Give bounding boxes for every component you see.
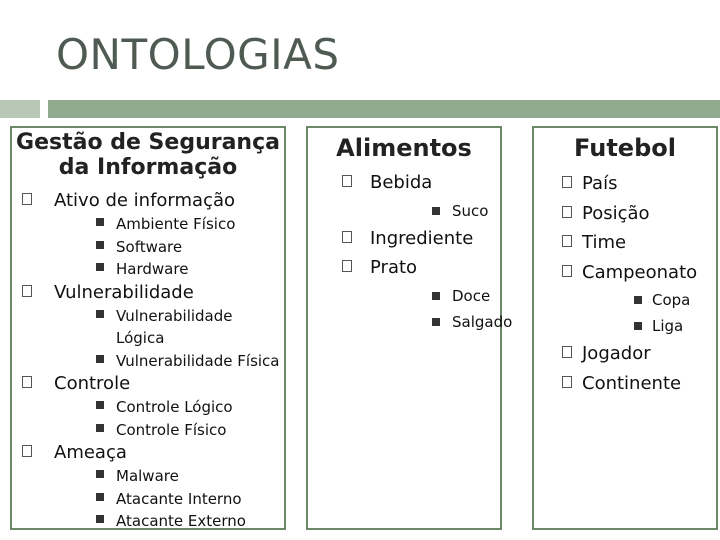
filled-bullet-icon — [96, 493, 104, 501]
square-bullet-icon — [562, 376, 572, 388]
slide-title: ONTOLOGIAS — [56, 30, 340, 79]
list-item — [534, 339, 716, 369]
item-label: Prato — [370, 257, 418, 278]
sub-item — [36, 488, 284, 511]
sub-item — [370, 283, 500, 309]
square-bullet-icon — [22, 445, 32, 457]
item-label: Campeonato — [582, 261, 698, 283]
square-bullet-icon — [342, 260, 352, 272]
square-bullet-icon — [342, 231, 352, 243]
sub-item — [582, 287, 716, 313]
accent-bar-right — [48, 100, 720, 118]
filled-bullet-icon — [96, 424, 104, 432]
sub-list — [54, 213, 284, 281]
filled-bullet-icon — [96, 263, 104, 271]
sub-item — [36, 396, 284, 419]
sub-item-label: Malware — [116, 467, 179, 485]
sub-item-label: Copa — [652, 291, 691, 309]
sub-item-label: Doce — [452, 286, 491, 305]
square-bullet-icon — [342, 175, 352, 187]
square-bullet-icon — [22, 193, 32, 205]
list-item — [534, 199, 716, 229]
list-item — [534, 258, 716, 340]
sub-item — [370, 309, 513, 335]
item-label: Ativo de informação — [54, 190, 236, 211]
list-item — [534, 228, 716, 258]
filled-bullet-icon — [96, 470, 104, 478]
filled-bullet-icon — [96, 310, 104, 318]
sub-list — [370, 198, 500, 224]
list-item — [534, 369, 716, 399]
filled-bullet-icon — [432, 318, 440, 326]
topic-list — [534, 169, 716, 398]
item-label: Controle — [54, 373, 131, 394]
sub-item-label: Ambiente Físico — [116, 215, 236, 233]
item-label: Vulnerabilidade — [54, 281, 194, 303]
list-item — [534, 169, 716, 199]
sub-item-label: Controle Lógico — [116, 398, 233, 416]
sub-item — [36, 465, 284, 488]
sub-item — [36, 419, 284, 442]
sub-list — [54, 396, 284, 441]
sub-item-label: Liga — [652, 317, 684, 335]
square-bullet-icon — [22, 376, 32, 388]
list-item — [0, 281, 284, 373]
sub-item-label: Atacante Externo — [116, 512, 246, 530]
panel-gestao-seguranca — [10, 126, 286, 530]
sub-item — [36, 510, 284, 533]
filled-bullet-icon — [432, 207, 440, 215]
sub-list — [582, 287, 716, 339]
filled-bullet-icon — [96, 218, 104, 226]
list-item — [308, 253, 513, 335]
item-label: Ameaça — [54, 442, 127, 463]
item-label: País — [582, 173, 618, 194]
item-label: Bebida — [370, 172, 433, 193]
square-bullet-icon — [562, 346, 572, 358]
topic-list — [12, 189, 284, 533]
square-bullet-icon — [562, 176, 572, 188]
filled-bullet-icon — [96, 355, 104, 363]
sub-item-label: Vulnerabilidade Física — [116, 351, 280, 370]
sub-item — [36, 213, 284, 236]
square-bullet-icon — [22, 285, 32, 297]
sub-item — [36, 305, 284, 350]
sub-item-label: Atacante Interno — [116, 489, 242, 508]
sub-item — [36, 236, 284, 259]
square-bullet-icon — [562, 235, 572, 247]
filled-bullet-icon — [432, 292, 440, 300]
list-item — [308, 224, 500, 254]
list-item — [0, 189, 284, 281]
sub-item-label: Controle Físico — [116, 420, 227, 439]
list-item — [308, 168, 500, 224]
sub-list — [370, 283, 513, 335]
item-label: Time — [582, 232, 627, 253]
accent-bar-left — [0, 100, 40, 118]
item-label: Jogador — [582, 343, 651, 364]
panel-title: Alimentos — [336, 134, 472, 162]
sub-item — [36, 258, 284, 281]
sub-list — [54, 465, 284, 533]
sub-list — [54, 305, 284, 373]
sub-item — [582, 313, 716, 339]
panel-futebol — [532, 126, 718, 530]
item-label: Continente — [582, 372, 682, 394]
sub-item-label: Software — [116, 237, 183, 256]
panel-alimentos — [306, 126, 513, 530]
filled-bullet-icon — [96, 515, 104, 523]
sub-item — [36, 350, 284, 373]
panel-title: Futebol — [574, 134, 676, 162]
item-label: Posição — [582, 202, 650, 224]
filled-bullet-icon — [634, 296, 642, 304]
sub-item-label: Suco — [452, 201, 489, 220]
sub-item-label: Vulnerabilidade Lógica — [116, 306, 233, 347]
sub-item-label: Hardware — [116, 260, 189, 278]
list-item — [0, 372, 284, 441]
sub-item — [370, 198, 500, 224]
filled-bullet-icon — [96, 241, 104, 249]
topic-list — [308, 168, 513, 335]
square-bullet-icon — [562, 206, 572, 218]
item-label: Ingrediente — [370, 227, 474, 249]
list-item — [0, 441, 284, 533]
filled-bullet-icon — [96, 401, 104, 409]
filled-bullet-icon — [634, 322, 642, 330]
panel-title: Gestão de Segurança da Informação — [16, 130, 280, 180]
sub-item-label: Salgado — [452, 312, 513, 331]
square-bullet-icon — [562, 265, 572, 277]
